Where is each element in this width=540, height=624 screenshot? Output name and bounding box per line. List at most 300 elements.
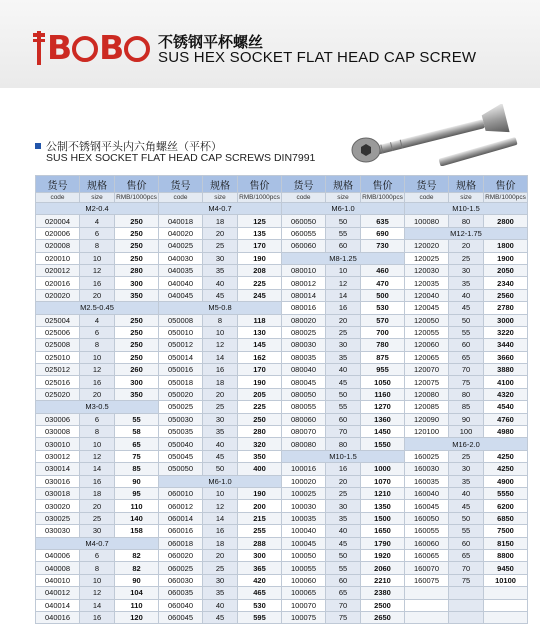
product-price: 3000 <box>484 314 528 326</box>
product-size: 8 <box>203 314 238 326</box>
product-code: 040030 <box>159 252 203 264</box>
product-price: 1070 <box>361 475 405 487</box>
product-code: 040035 <box>159 264 203 276</box>
product-size: 35 <box>449 277 484 289</box>
product-code: 060055 <box>282 227 326 239</box>
table-row <box>36 475 528 487</box>
product-price: 250 <box>115 215 159 227</box>
column-subheader: code <box>36 193 80 203</box>
product-price: 2210 <box>361 574 405 586</box>
table-row <box>36 487 528 499</box>
product-size: 50 <box>203 463 238 475</box>
size-section-header: M10-1.5 <box>405 203 528 215</box>
product-price: 1650 <box>361 525 405 537</box>
product-price: 145 <box>238 339 282 351</box>
product-price: 90 <box>115 475 159 487</box>
product-code: 120060 <box>405 339 449 351</box>
product-price: 4250 <box>484 450 528 462</box>
product-price: 162 <box>238 351 282 363</box>
product-price: 82 <box>115 562 159 574</box>
product-size: 20 <box>80 289 115 301</box>
product-code: 080050 <box>282 388 326 400</box>
product-size: 14 <box>203 512 238 524</box>
product-price: 125 <box>238 215 282 227</box>
product-price: 4250 <box>484 463 528 475</box>
product-price: 260 <box>115 364 159 376</box>
product-price: 3660 <box>484 351 528 363</box>
product-size: 8 <box>80 426 115 438</box>
product-code: 050008 <box>159 314 203 326</box>
product-price: 2560 <box>484 289 528 301</box>
product-size: 65 <box>449 549 484 561</box>
product-code: 160025 <box>405 450 449 462</box>
size-section-header: M5-0.8 <box>159 302 282 314</box>
column-subheader: RMB/1000pcs <box>485 194 526 201</box>
product-size: 14 <box>203 351 238 363</box>
product-code: 020012 <box>36 264 80 276</box>
product-code: 120030 <box>405 264 449 276</box>
product-code: 080060 <box>282 413 326 425</box>
product-size: 4 <box>80 215 115 227</box>
column-header: 规格 <box>203 176 238 193</box>
product-size: 40 <box>203 277 238 289</box>
product-size: 100 <box>449 426 484 438</box>
product-size: 20 <box>449 240 484 252</box>
product-size: 40 <box>449 487 484 499</box>
product-price: 225 <box>238 401 282 413</box>
product-code: 050016 <box>159 364 203 376</box>
product-size: 65 <box>449 351 484 363</box>
product-price: 10100 <box>484 574 528 586</box>
product-price: 1360 <box>361 413 405 425</box>
table-row <box>36 314 528 326</box>
product-code: 160050 <box>405 512 449 524</box>
product-price: 2050 <box>484 264 528 276</box>
column-header: 规格 <box>449 176 484 193</box>
product-size: 10 <box>80 252 115 264</box>
product-price: 8800 <box>484 549 528 561</box>
product-size: 45 <box>449 500 484 512</box>
product-price: 1450 <box>361 426 405 438</box>
product-code: 120025 <box>405 252 449 264</box>
product-price: 4540 <box>484 401 528 413</box>
table-subheader-row <box>36 193 528 203</box>
product-code: 080080 <box>282 438 326 450</box>
column-subheader: size <box>203 193 238 203</box>
product-price: 3220 <box>484 326 528 338</box>
product-code: 160045 <box>405 500 449 512</box>
product-price: 245 <box>238 289 282 301</box>
product-size: 12 <box>80 364 115 376</box>
product-size: 50 <box>449 314 484 326</box>
product-price: 7500 <box>484 525 528 537</box>
product-size: 25 <box>203 562 238 574</box>
product-size: 10 <box>80 574 115 586</box>
product-price: 120 <box>115 611 159 623</box>
product-size: 25 <box>326 487 361 499</box>
product-price: 95 <box>115 487 159 499</box>
product-price: 875 <box>361 351 405 363</box>
product-code: 030018 <box>36 487 80 499</box>
product-code: 025004 <box>36 314 80 326</box>
size-section-header: M16-2.0 <box>405 438 528 450</box>
product-price: 58 <box>115 426 159 438</box>
product-code: 050020 <box>159 388 203 400</box>
product-code: 100060 <box>282 574 326 586</box>
product-price: 350 <box>115 388 159 400</box>
size-section-header: M6-1.0 <box>282 203 405 215</box>
product-code: 100016 <box>282 463 326 475</box>
product-size: 30 <box>326 500 361 512</box>
product-size: 12 <box>80 587 115 599</box>
product-code: 120065 <box>405 351 449 363</box>
product-price: 190 <box>238 252 282 264</box>
product-price: 465 <box>238 587 282 599</box>
size-section-header: M4-0.7 <box>159 203 282 215</box>
product-size: 25 <box>449 252 484 264</box>
product-size: 35 <box>203 426 238 438</box>
product-size: 20 <box>326 475 361 487</box>
product-size: 20 <box>80 388 115 400</box>
product-size: 16 <box>80 277 115 289</box>
product-code: 120085 <box>405 401 449 413</box>
product-size: 50 <box>326 388 361 400</box>
product-code: 080012 <box>282 277 326 289</box>
product-size: 60 <box>326 240 361 252</box>
product-price: 2650 <box>361 611 405 623</box>
product-price: 780 <box>361 339 405 351</box>
product-size: 6 <box>80 549 115 561</box>
product-code: 060016 <box>159 525 203 537</box>
product-size: 30 <box>326 339 361 351</box>
product-code: 030006 <box>36 413 80 425</box>
product-code: 030008 <box>36 426 80 438</box>
column-header: 货号 <box>282 176 326 193</box>
product-price: 255 <box>238 525 282 537</box>
product-price: 595 <box>238 611 282 623</box>
size-section-header: M6-1.0 <box>159 475 282 487</box>
product-size <box>449 611 484 623</box>
product-size: 50 <box>326 215 361 227</box>
product-code: 030014 <box>36 463 80 475</box>
product-size: 16 <box>203 364 238 376</box>
product-price: 2380 <box>361 587 405 599</box>
product-code: 030030 <box>36 525 80 537</box>
product-size: 60 <box>449 339 484 351</box>
column-header: 售价 <box>238 176 282 193</box>
table-row <box>36 426 528 438</box>
product-code: 050035 <box>159 426 203 438</box>
product-code: 020020 <box>36 289 80 301</box>
product-title-cn: 不锈钢平杯螺丝 <box>158 33 264 51</box>
product-size: 55 <box>449 326 484 338</box>
product-code: 120040 <box>405 289 449 301</box>
product-code: 040040 <box>159 277 203 289</box>
product-size: 16 <box>80 611 115 623</box>
screws-photo <box>340 104 535 166</box>
product-code: 030025 <box>36 512 80 524</box>
column-header: 售价 <box>484 176 528 193</box>
product-code: 060025 <box>159 562 203 574</box>
product-code: 040018 <box>159 215 203 227</box>
product-code: 060060 <box>282 240 326 252</box>
column-header: 货号 <box>159 176 203 193</box>
product-price: 288 <box>238 537 282 549</box>
product-price: 1350 <box>361 500 405 512</box>
product-code: 120090 <box>405 413 449 425</box>
product-size: 16 <box>326 302 361 314</box>
price-table <box>35 175 528 624</box>
size-section-header: M4-0.7 <box>36 537 159 549</box>
product-size: 85 <box>449 401 484 413</box>
product-size: 55 <box>326 401 361 413</box>
column-subheader: RMB/1000pcs <box>239 194 280 201</box>
product-size: 16 <box>203 525 238 537</box>
product-price: 55 <box>115 413 159 425</box>
product-price: 1050 <box>361 376 405 388</box>
product-price: 250 <box>115 227 159 239</box>
product-price: 4980 <box>484 426 528 438</box>
product-code: 120045 <box>405 302 449 314</box>
product-size: 25 <box>203 401 238 413</box>
product-price: 110 <box>115 500 159 512</box>
product-size: 16 <box>326 463 361 475</box>
product-price: 104 <box>115 587 159 599</box>
product-price: 420 <box>238 574 282 586</box>
product-price: 190 <box>238 376 282 388</box>
table-row <box>36 587 528 599</box>
product-code: 060010 <box>159 487 203 499</box>
product-price: 460 <box>361 264 405 276</box>
product-price: 158 <box>115 525 159 537</box>
product-size: 10 <box>80 351 115 363</box>
product-code <box>405 599 449 611</box>
table-row <box>36 500 528 512</box>
product-code: 030012 <box>36 450 80 462</box>
product-price: 250 <box>115 326 159 338</box>
product-size: 75 <box>326 611 361 623</box>
product-price: 570 <box>361 314 405 326</box>
product-size: 90 <box>449 413 484 425</box>
product-code: 100030 <box>282 500 326 512</box>
product-code: 060018 <box>159 537 203 549</box>
product-code: 100075 <box>282 611 326 623</box>
product-price: 4760 <box>484 413 528 425</box>
product-code: 100055 <box>282 562 326 574</box>
product-size: 55 <box>326 227 361 239</box>
product-code: 080055 <box>282 401 326 413</box>
table-row <box>36 252 528 264</box>
product-size: 10 <box>203 487 238 499</box>
table-row <box>36 289 528 301</box>
column-subheader: size <box>449 193 484 203</box>
product-size: 55 <box>449 525 484 537</box>
product-price: 90 <box>115 574 159 586</box>
product-size: 10 <box>203 326 238 338</box>
product-code: 050012 <box>159 339 203 351</box>
column-subheader: size <box>80 193 115 203</box>
product-size: 14 <box>326 289 361 301</box>
product-price: 250 <box>115 314 159 326</box>
column-subheader: RMB/1000pcs <box>362 194 403 201</box>
product-price: 4320 <box>484 388 528 400</box>
product-code: 040010 <box>36 574 80 586</box>
table-row <box>36 438 528 450</box>
product-price: 3880 <box>484 364 528 376</box>
product-size: 60 <box>326 413 361 425</box>
product-code: 020006 <box>36 227 80 239</box>
product-size: 30 <box>449 264 484 276</box>
column-header: 售价 <box>361 176 405 193</box>
product-price: 350 <box>115 289 159 301</box>
table-row <box>36 562 528 574</box>
table-row <box>36 413 528 425</box>
product-code: 020016 <box>36 277 80 289</box>
product-size: 30 <box>203 252 238 264</box>
product-code: 080045 <box>282 376 326 388</box>
product-size: 16 <box>80 376 115 388</box>
product-price: 300 <box>115 277 159 289</box>
product-size: 6 <box>80 326 115 338</box>
product-price: 530 <box>361 302 405 314</box>
product-code: 160070 <box>405 562 449 574</box>
table-row <box>36 364 528 376</box>
product-code: 060040 <box>159 599 203 611</box>
product-code: 160030 <box>405 463 449 475</box>
header-banner <box>0 0 540 88</box>
product-price: 635 <box>361 215 405 227</box>
column-header: 货号 <box>36 176 80 193</box>
product-price: 8150 <box>484 537 528 549</box>
table-row <box>36 203 528 215</box>
product-price: 170 <box>238 364 282 376</box>
table-header-row <box>36 176 528 193</box>
product-code: 080014 <box>282 289 326 301</box>
product-price: 365 <box>238 562 282 574</box>
product-size: 65 <box>326 587 361 599</box>
table-row <box>36 611 528 623</box>
product-size: 30 <box>449 463 484 475</box>
product-code: 080020 <box>282 314 326 326</box>
product-size: 50 <box>449 512 484 524</box>
product-size: 70 <box>449 364 484 376</box>
table-row <box>36 339 528 351</box>
product-code: 050045 <box>159 450 203 462</box>
caption-en: SUS HEX SOCKET FLAT HEAD CAP SCREWS DIN7991 <box>46 152 316 164</box>
product-size: 35 <box>449 475 484 487</box>
product-code: 120100 <box>405 426 449 438</box>
product-price: 205 <box>238 388 282 400</box>
product-size: 12 <box>326 277 361 289</box>
product-price: 1000 <box>361 463 405 475</box>
product-price: 350 <box>238 450 282 462</box>
product-code: 160065 <box>405 549 449 561</box>
product-price: 170 <box>238 240 282 252</box>
product-code: 160040 <box>405 487 449 499</box>
product-code: 080010 <box>282 264 326 276</box>
product-code: 060045 <box>159 611 203 623</box>
table-row <box>36 450 528 462</box>
product-code: 025016 <box>36 376 80 388</box>
product-price <box>484 611 528 623</box>
product-size: 20 <box>203 388 238 400</box>
product-size: 18 <box>203 537 238 549</box>
product-price <box>484 587 528 599</box>
product-price: 5550 <box>484 487 528 499</box>
product-code: 120075 <box>405 376 449 388</box>
product-price <box>484 599 528 611</box>
product-code: 060050 <box>282 215 326 227</box>
product-code: 050018 <box>159 376 203 388</box>
product-size: 75 <box>449 574 484 586</box>
product-price: 470 <box>361 277 405 289</box>
caption-cn: 公制不锈钢平头内六角螺丝（平杯） <box>46 140 222 153</box>
product-price: 280 <box>238 426 282 438</box>
product-code: 080070 <box>282 426 326 438</box>
product-price: 530 <box>238 599 282 611</box>
product-price: 700 <box>361 326 405 338</box>
product-size: 4 <box>80 314 115 326</box>
product-price: 250 <box>115 339 159 351</box>
key-icon <box>33 31 45 65</box>
column-header: 货号 <box>405 176 449 193</box>
product-size: 25 <box>449 450 484 462</box>
product-code: 100035 <box>282 512 326 524</box>
product-code: 160055 <box>405 525 449 537</box>
table-row <box>36 401 528 413</box>
product-code: 100040 <box>282 525 326 537</box>
product-price: 118 <box>238 314 282 326</box>
product-price: 200 <box>238 500 282 512</box>
product-code: 080035 <box>282 351 326 363</box>
product-price: 190 <box>238 487 282 499</box>
product-size: 6 <box>80 227 115 239</box>
table-row <box>36 599 528 611</box>
product-size: 45 <box>326 376 361 388</box>
product-size: 14 <box>80 599 115 611</box>
size-section-header: M8-1.25 <box>282 252 405 264</box>
product-price: 280 <box>115 264 159 276</box>
product-price: 75 <box>115 450 159 462</box>
product-code: 060014 <box>159 512 203 524</box>
product-code: 100025 <box>282 487 326 499</box>
product-price: 2340 <box>484 277 528 289</box>
product-size: 40 <box>326 525 361 537</box>
product-price: 215 <box>238 512 282 524</box>
product-code: 050025 <box>159 401 203 413</box>
table-row <box>36 463 528 475</box>
product-size: 45 <box>203 450 238 462</box>
product-code: 100065 <box>282 587 326 599</box>
product-price: 320 <box>238 438 282 450</box>
product-size: 60 <box>326 574 361 586</box>
table-row <box>36 351 528 363</box>
bullet-icon <box>35 143 41 149</box>
product-size: 12 <box>80 450 115 462</box>
table-row <box>36 302 528 314</box>
table-row <box>36 326 528 338</box>
product-code: 100070 <box>282 599 326 611</box>
product-price: 1270 <box>361 401 405 413</box>
product-price: 3440 <box>484 339 528 351</box>
product-code: 160060 <box>405 537 449 549</box>
product-size: 6 <box>80 413 115 425</box>
product-code: 160075 <box>405 574 449 586</box>
product-size <box>449 599 484 611</box>
product-code: 050010 <box>159 326 203 338</box>
product-price: 250 <box>115 240 159 252</box>
table-row <box>36 264 528 276</box>
